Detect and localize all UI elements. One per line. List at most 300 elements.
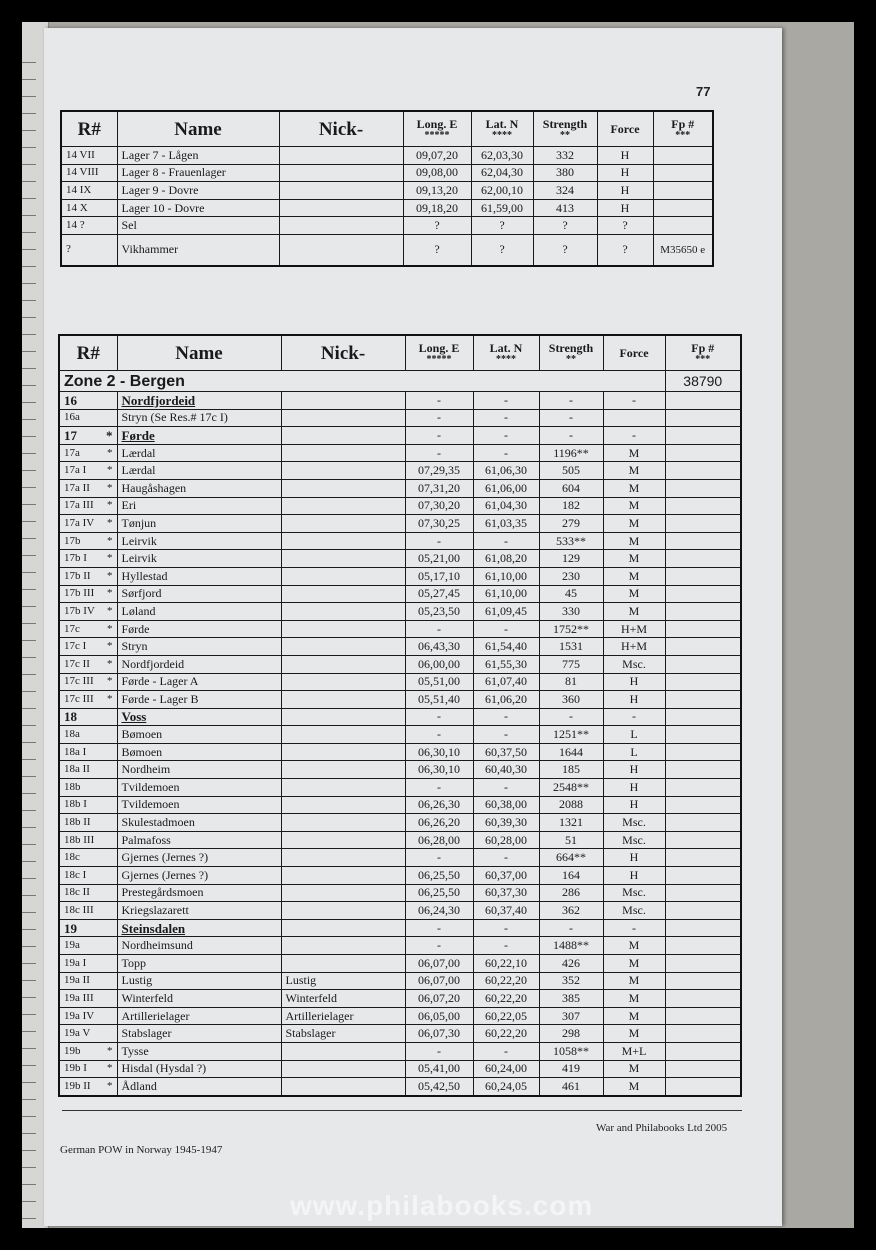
table-row <box>59 567 741 585</box>
row-id: 17c <box>64 622 80 635</box>
cell-nick <box>281 761 405 779</box>
cell-nick <box>281 638 405 656</box>
cell-name: Eri <box>117 497 281 515</box>
cell-str: 45 <box>539 585 603 603</box>
cell-long: 06,26,20 <box>405 814 473 832</box>
row-star: * <box>107 464 113 477</box>
cell-r <box>59 585 117 603</box>
cell-nick <box>281 867 405 885</box>
cell-lat: - <box>473 392 539 410</box>
table-row <box>61 182 713 200</box>
cell-r <box>59 884 117 902</box>
cell-long: 05,17,10 <box>405 567 473 585</box>
row-star: * <box>107 569 113 582</box>
cell-long: - <box>405 919 473 937</box>
cell-fp <box>665 708 741 726</box>
table-row <box>59 726 741 744</box>
cell-nick <box>281 937 405 955</box>
watermark-text: www.philabooks.com <box>290 1190 594 1221</box>
header-label: Strength <box>548 340 594 355</box>
cell-r <box>59 849 117 867</box>
row-star: * <box>107 692 113 705</box>
col-header-force <box>597 111 653 147</box>
cell-long: - <box>405 392 473 410</box>
cell-lat: - <box>473 849 539 867</box>
cell-name: Nordheim <box>117 761 281 779</box>
cell-force: M <box>603 462 665 480</box>
row-id: 17c II <box>64 657 90 670</box>
cell-force: M <box>603 972 665 990</box>
cell-fp <box>665 515 741 533</box>
cell-nick <box>281 585 405 603</box>
cell-nick <box>279 147 403 165</box>
cell-lat: 60,22,05 <box>473 1007 539 1025</box>
cell-name: Bømoen <box>117 726 281 744</box>
cell-lat: 60,22,20 <box>473 990 539 1008</box>
cell-r <box>59 1007 117 1025</box>
row-id: 19 <box>64 920 77 936</box>
cell-nick <box>281 479 405 497</box>
cell-r <box>59 902 117 920</box>
cell-r <box>59 655 117 673</box>
row-id: 18a <box>64 728 80 741</box>
table-row <box>59 444 741 462</box>
cell-long: 05,51,00 <box>405 673 473 691</box>
cell-str: ? <box>533 217 597 235</box>
header-mark: ** <box>566 353 576 365</box>
cell-nick <box>279 182 403 200</box>
cell-lat: - <box>473 708 539 726</box>
col-header-name <box>117 111 279 147</box>
cell-r <box>59 1060 117 1078</box>
cell-long: 06,25,50 <box>405 884 473 902</box>
cell-r <box>59 1025 117 1043</box>
cell-lat: - <box>473 919 539 937</box>
col-header-nick <box>279 111 403 147</box>
row-star: * <box>107 657 113 670</box>
table-row <box>59 990 741 1008</box>
row-id: 17a IV <box>64 516 95 529</box>
cell-fp <box>665 603 741 621</box>
cell-long: 09,07,20 <box>403 147 471 165</box>
row-id: 17b IV <box>64 604 95 617</box>
row-id: 18b II <box>64 816 91 829</box>
table-row <box>59 392 741 410</box>
cell-fp <box>665 902 741 920</box>
zone-row <box>59 371 741 392</box>
cell-r <box>59 796 117 814</box>
table-row <box>59 655 741 673</box>
cell-force: M <box>603 532 665 550</box>
table-row <box>59 955 741 973</box>
cell-long: 06,43,30 <box>405 638 473 656</box>
cell-str: 51 <box>539 831 603 849</box>
cell-force: M <box>603 515 665 533</box>
cell-r <box>59 937 117 955</box>
cell-r <box>59 990 117 1008</box>
page-number: 77 <box>696 84 711 99</box>
cell-r <box>61 164 117 182</box>
cell-long: 06,05,00 <box>405 1007 473 1025</box>
cell-force: H <box>597 147 653 165</box>
cell-str: 505 <box>539 462 603 480</box>
table-row <box>59 1042 741 1060</box>
cell-name: Topp <box>117 955 281 973</box>
cell-fp: M35650 e <box>653 234 713 266</box>
cell-force: ? <box>597 234 653 266</box>
cell-fp <box>665 585 741 603</box>
table-row <box>59 708 741 726</box>
cell-str: 380 <box>533 164 597 182</box>
cell-fp <box>653 147 713 165</box>
cell-str: 385 <box>539 990 603 1008</box>
row-star: * <box>107 446 113 459</box>
cell-r <box>61 147 117 165</box>
cell-name: Stabslager <box>117 1025 281 1043</box>
header-label: Name <box>174 118 222 140</box>
table-row <box>59 691 741 709</box>
table-row <box>59 603 741 621</box>
header-mark: *** <box>675 129 691 141</box>
header-label: Force <box>610 121 640 136</box>
header-label: Fp # <box>691 340 715 355</box>
cell-str: 775 <box>539 655 603 673</box>
table-row <box>59 620 741 638</box>
cell-nick <box>281 902 405 920</box>
cell-long: - <box>405 532 473 550</box>
cell-force: - <box>603 708 665 726</box>
cell-r <box>61 199 117 217</box>
cell-lat: 61,06,30 <box>473 462 539 480</box>
cell-force: H <box>603 779 665 797</box>
cell-lat: 60,37,50 <box>473 743 539 761</box>
cell-nick <box>281 708 405 726</box>
cell-lat: 61,10,00 <box>473 567 539 585</box>
cell-lat: - <box>473 444 539 462</box>
cell-str: 81 <box>539 673 603 691</box>
cell-nick <box>281 532 405 550</box>
cell-nick <box>281 779 405 797</box>
cell-fp <box>665 867 741 885</box>
cell-str: 1488** <box>539 937 603 955</box>
cell-long: ? <box>403 217 471 235</box>
cell-lat: 60,24,00 <box>473 1060 539 1078</box>
cell-force <box>603 409 665 427</box>
row-id: ? <box>66 243 71 256</box>
cell-lat: 61,54,40 <box>473 638 539 656</box>
cell-fp <box>665 761 741 779</box>
table-row <box>59 779 741 797</box>
cell-fp <box>665 937 741 955</box>
cell-str: 461 <box>539 1078 603 1096</box>
row-id: 16a <box>64 411 80 424</box>
cell-fp <box>665 409 741 427</box>
table-row <box>59 902 741 920</box>
cell-str: 604 <box>539 479 603 497</box>
cell-nick <box>281 919 405 937</box>
cell-str: 1752** <box>539 620 603 638</box>
table-row <box>59 937 741 955</box>
row-id: 17b <box>64 534 81 547</box>
cell-name: Stryn <box>117 638 281 656</box>
cell-str: 362 <box>539 902 603 920</box>
cell-name: Gjernes (Jernes ?) <box>117 867 281 885</box>
cell-lat: 60,37,00 <box>473 867 539 885</box>
cell-r <box>59 743 117 761</box>
cell-lat: 62,00,10 <box>471 182 533 200</box>
cell-long: - <box>405 1042 473 1060</box>
row-id: 18 <box>64 709 77 725</box>
header-label: Fp # <box>671 116 695 131</box>
header-label: Lat. N <box>485 116 519 131</box>
cell-name: Sørfjord <box>117 585 281 603</box>
cell-str: 352 <box>539 972 603 990</box>
table-zone-2 <box>58 334 742 1097</box>
col-header-lat <box>473 335 539 371</box>
cell-force: Msc. <box>603 902 665 920</box>
cell-r <box>59 567 117 585</box>
cell-str: 419 <box>539 1060 603 1078</box>
cell-lat: 61,10,00 <box>473 585 539 603</box>
cell-r <box>59 409 117 427</box>
cell-nick <box>281 743 405 761</box>
cell-r <box>59 462 117 480</box>
header-mark: *** <box>695 353 711 365</box>
cell-fp <box>665 796 741 814</box>
table-row <box>59 673 741 691</box>
cell-r <box>59 532 117 550</box>
cell-fp <box>665 655 741 673</box>
col-header-fp <box>653 111 713 147</box>
cell-nick <box>281 462 405 480</box>
row-id: 18b III <box>64 833 95 846</box>
cell-fp <box>665 972 741 990</box>
cell-name: Tønjun <box>117 515 281 533</box>
cell-long: 07,31,20 <box>405 479 473 497</box>
row-id: 14 VIII <box>66 166 99 179</box>
cell-fp <box>665 462 741 480</box>
cell-name: Nordfjordeid <box>117 392 281 410</box>
cell-fp <box>665 1078 741 1096</box>
cell-str: - <box>539 919 603 937</box>
cell-fp <box>665 673 741 691</box>
cell-lat: 61,55,30 <box>473 655 539 673</box>
cell-lat: 60,24,05 <box>473 1078 539 1096</box>
cell-fp <box>665 550 741 568</box>
cell-fp <box>665 814 741 832</box>
cell-force: - <box>603 392 665 410</box>
table-row <box>59 1060 741 1078</box>
row-id: 19b II <box>64 1079 91 1092</box>
cell-r <box>59 814 117 832</box>
header-mark: **** <box>496 353 516 365</box>
table-row <box>61 199 713 217</box>
cell-fp <box>665 955 741 973</box>
cell-lat: - <box>473 937 539 955</box>
cell-long: 06,07,00 <box>405 972 473 990</box>
cell-lat: 60,38,00 <box>473 796 539 814</box>
cell-force: H <box>603 796 665 814</box>
cell-nick <box>279 164 403 182</box>
cell-name: Lustig <box>117 972 281 990</box>
cell-str: 2088 <box>539 796 603 814</box>
table-row <box>59 1007 741 1025</box>
row-star: * <box>107 552 113 565</box>
cell-fp <box>665 1042 741 1060</box>
cell-name: Gjernes (Jernes ?) <box>117 849 281 867</box>
cell-nick <box>281 726 405 744</box>
cell-lat: 60,28,00 <box>473 831 539 849</box>
cell-lat: 62,03,30 <box>471 147 533 165</box>
col-header-name <box>117 335 281 371</box>
cell-long: 09,13,20 <box>403 182 471 200</box>
cell-name: Lager 7 - Lågen <box>117 147 279 165</box>
table-row <box>61 217 713 235</box>
table-row <box>59 761 741 779</box>
table-row <box>61 234 713 266</box>
table-row <box>61 164 713 182</box>
cell-long: 09,08,00 <box>403 164 471 182</box>
cell-str: 286 <box>539 884 603 902</box>
cell-long: 06,30,10 <box>405 743 473 761</box>
cell-name: Leirvik <box>117 532 281 550</box>
cell-fp <box>653 217 713 235</box>
cell-str: 1196** <box>539 444 603 462</box>
cell-str: - <box>539 427 603 445</box>
cell-str: 185 <box>539 761 603 779</box>
cell-name: Førde - Lager A <box>117 673 281 691</box>
cell-lat: - <box>473 409 539 427</box>
cell-force: Msc. <box>603 814 665 832</box>
cell-force: H <box>603 849 665 867</box>
footer-title: German POW in Norway 1945-1947 <box>60 1144 223 1156</box>
cell-force: M <box>603 955 665 973</box>
cell-force: H+M <box>603 620 665 638</box>
cell-nick <box>281 603 405 621</box>
table-continued <box>60 110 714 267</box>
cell-force: Msc. <box>603 884 665 902</box>
cell-force: H <box>597 182 653 200</box>
cell-long: 06,30,10 <box>405 761 473 779</box>
row-star: * <box>107 481 113 494</box>
cell-fp <box>665 444 741 462</box>
row-id: 14 ? <box>66 219 85 232</box>
cell-long: 07,30,20 <box>405 497 473 515</box>
row-id: 17b III <box>64 587 95 600</box>
footer-divider <box>62 1110 742 1111</box>
cell-long: - <box>405 779 473 797</box>
col-header-lat <box>471 111 533 147</box>
header-label: Nick- <box>320 342 366 364</box>
cell-lat: - <box>473 779 539 797</box>
row-id: 14 VII <box>66 148 95 161</box>
cell-name: Vikhammer <box>117 234 279 266</box>
cell-long: 09,18,20 <box>403 199 471 217</box>
cell-r <box>59 515 117 533</box>
cell-nick <box>281 567 405 585</box>
cell-str: 332 <box>533 147 597 165</box>
table-row <box>59 550 741 568</box>
cell-long: - <box>405 409 473 427</box>
cell-name: Førde <box>117 620 281 638</box>
header-label: Long. E <box>418 340 460 355</box>
table-row <box>59 814 741 832</box>
cell-lat: ? <box>471 217 533 235</box>
cell-lat: 61,08,20 <box>473 550 539 568</box>
row-star: * <box>107 604 113 617</box>
cell-long: - <box>405 427 473 445</box>
cell-fp <box>665 779 741 797</box>
header-row <box>59 335 741 371</box>
table-row <box>59 743 741 761</box>
cell-long: 05,51,40 <box>405 691 473 709</box>
cell-lat: - <box>473 532 539 550</box>
cell-force: M <box>603 550 665 568</box>
cell-lat: 61,07,40 <box>473 673 539 691</box>
cell-lat: 60,40,30 <box>473 761 539 779</box>
cell-name: Førde <box>117 427 281 445</box>
cell-str: 1321 <box>539 814 603 832</box>
cell-long: 05,27,45 <box>405 585 473 603</box>
cell-fp <box>665 1060 741 1078</box>
cell-fp <box>665 849 741 867</box>
cell-lat: 60,37,30 <box>473 884 539 902</box>
cell-lat: 61,04,30 <box>473 497 539 515</box>
cell-name: Stryn (Se Res.# 17c I) <box>117 409 281 427</box>
cell-name: Artillerielager <box>117 1007 281 1025</box>
cell-fp <box>665 532 741 550</box>
cell-nick <box>279 234 403 266</box>
cell-name: Sel <box>117 217 279 235</box>
cell-long: 06,07,30 <box>405 1025 473 1043</box>
cell-force: L <box>603 726 665 744</box>
cell-force: Msc. <box>603 831 665 849</box>
cell-name: Førde - Lager B <box>117 691 281 709</box>
row-id: 19a <box>64 939 80 952</box>
cell-force: Msc. <box>603 655 665 673</box>
cell-name: Lager 8 - Frauenlager <box>117 164 279 182</box>
cell-nick <box>281 796 405 814</box>
cell-r <box>61 217 117 235</box>
cell-r <box>59 638 117 656</box>
row-id: 17a I <box>64 464 87 477</box>
cell-lat: 60,37,40 <box>473 902 539 920</box>
cell-fp <box>665 479 741 497</box>
cell-long: - <box>405 708 473 726</box>
cell-str: 413 <box>533 199 597 217</box>
cell-long: 06,00,00 <box>405 655 473 673</box>
cell-str: 2548** <box>539 779 603 797</box>
cell-nick <box>281 691 405 709</box>
row-star: * <box>107 516 113 529</box>
cell-force: - <box>603 427 665 445</box>
cell-name: Tvildemoen <box>117 779 281 797</box>
cell-long: 06,24,30 <box>405 902 473 920</box>
cell-name: Prestegårdsmoen <box>117 884 281 902</box>
row-id: 17c III <box>64 675 94 688</box>
cell-lat: 60,22,10 <box>473 955 539 973</box>
cell-nick: Winterfeld <box>281 990 405 1008</box>
table-row <box>59 497 741 515</box>
cell-nick <box>281 620 405 638</box>
cell-name: Voss <box>117 708 281 726</box>
cell-fp <box>653 164 713 182</box>
row-star: * <box>107 534 113 547</box>
cell-str: 1531 <box>539 638 603 656</box>
table-row <box>59 409 741 427</box>
row-star: * <box>106 427 113 443</box>
table-row <box>59 515 741 533</box>
